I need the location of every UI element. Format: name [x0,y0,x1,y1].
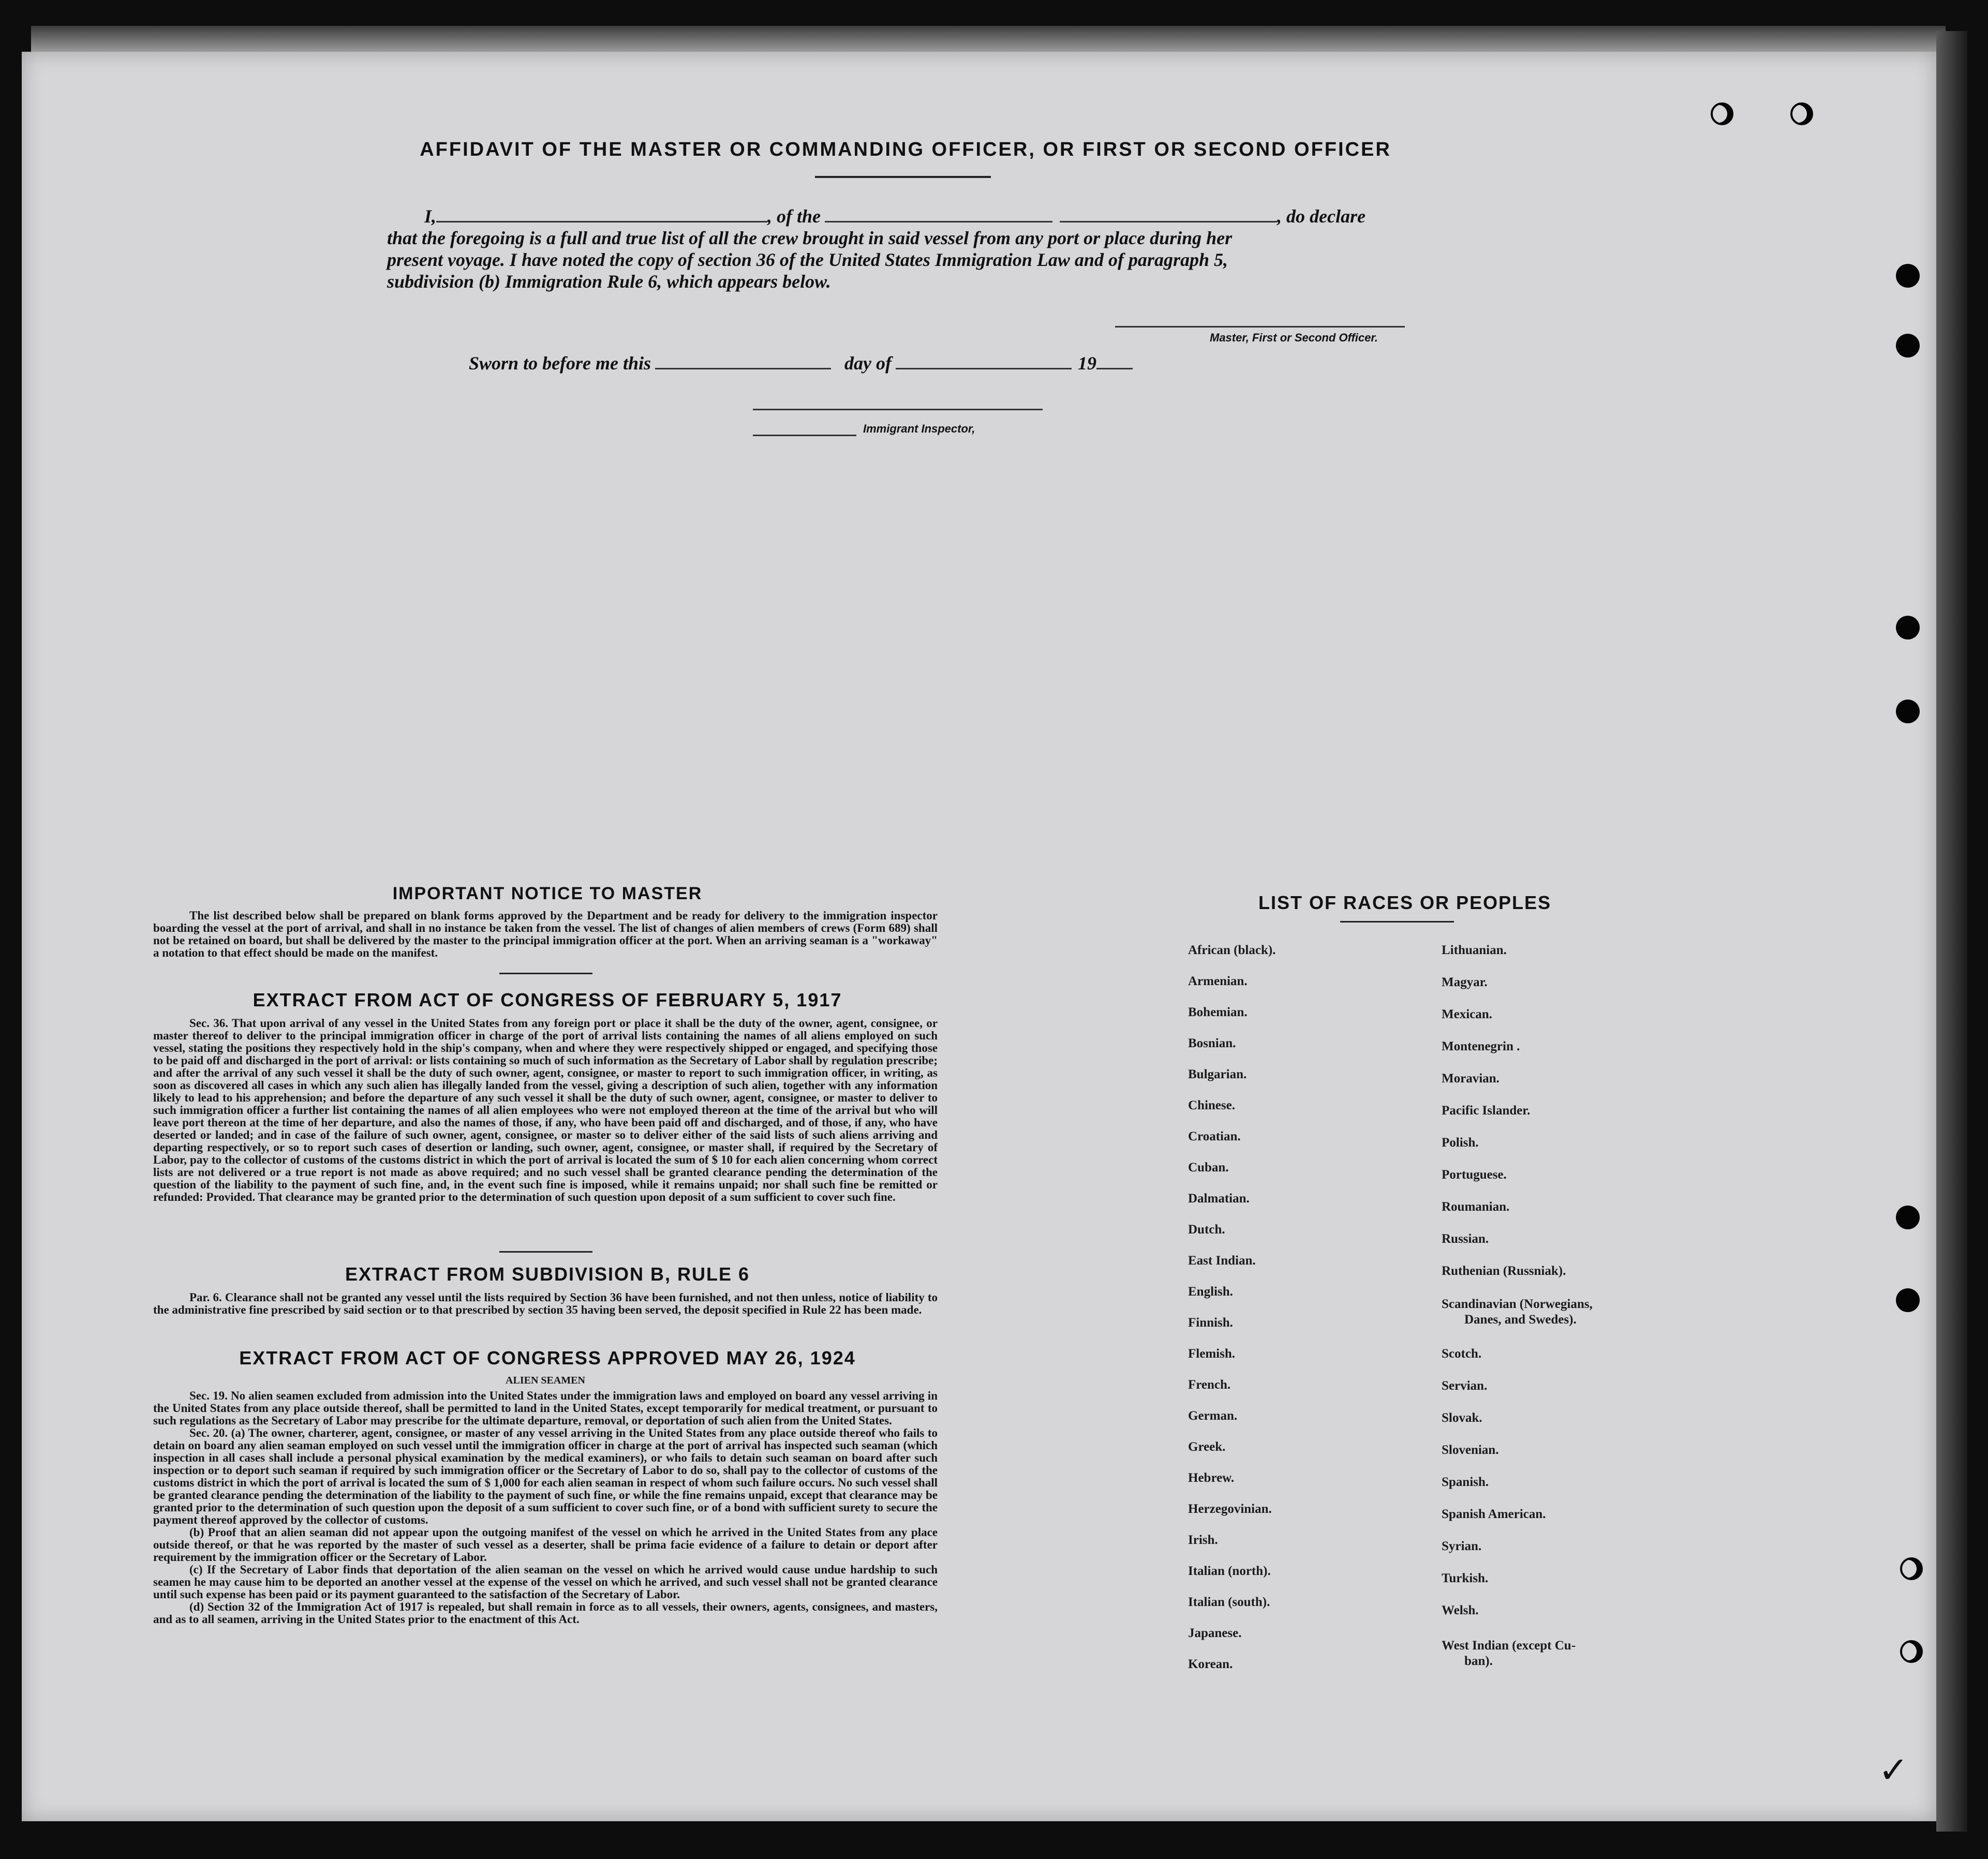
races-title-underline [1340,921,1454,923]
race-item: Greek. [1188,1440,1226,1454]
inspector-label: Immigrant Inspector, [863,422,975,435]
race-item: Bohemian. [1188,1005,1248,1019]
race-item: Spanish American. [1442,1507,1546,1521]
notice-paragraph: The list described below shall be prepared on blank forms approved by the Department and be ready for delivery to the immigration inspector boarding the vessel at the port of arrival, and shall in no instance be taken from the vessel. The list of changes of alien members of crews (Form 689) shall not be retained on board, but shall be delivered by the master to the principal immigration officer at the port. When an arriving seaman is a "workaway" a notation to that effect should be made on the manifest. [153,909,938,959]
race-item: Montenegrin . [1442,1039,1520,1053]
declaration-line-3: present voyage. I have noted the copy of section 36 of the United States Immigration Law and of paragraph 5, [387,249,1228,270]
binder-hole [1896,264,1920,288]
race-item: Italian (south). [1188,1595,1270,1609]
race-item: Chinese. [1188,1098,1235,1112]
alien-seamen-heading: ALIEN SEAMEN [506,1375,585,1386]
race-item: Pacific Islander. [1442,1104,1531,1118]
binder-hole [1896,334,1920,358]
section-divider [499,1251,592,1253]
extract-1917-paragraph: Sec. 36. That upon arrival of any vessel in the United States from any foreign port or place it shall be the duty of the owner, agent, consignee, or master thereof to deliver to the principal immigration officer in charge of the port of arrival lists containing the names of all aliens employed on such vessel, stating the positions they respectively hold in the ship's company, when and where they were respectively shipped or engaged, and specifying those to be paid off and discharged in the port of arrival: or lists containing so much of such information as the Secretary of Labor shall by regulation prescribe; and after the arrival of any such vessel it shall be the duty of such owner, agent, consignee, or master to report to such immigration officer, in writing, as soon as discovered all cases in which any such alien has illegally landed from the vessel, giving a description of such alien, together with any information likely to lead to his apprehension; and before the departure of any such vessel it shall be the duty of such owner, agent, consignee, or master to deliver to such immigration officer a further list containing the names of all alien employees who were not employed thereon at the time of the arrival but who will leave port thereon at the time of her departure, and also the names of those, if any, who have been paid off and discharged, and of those, if any, who have deserted or landed; and in case of the failure of such owner, agent, consignee, or master so to deliver either of the said lists of such aliens arriving and departing respectively, or so to report such cases of desertion or landing, such owner, agent, consignee, or master shall, if required by the Secretary of Labor, pay to the collector of customs of the customs district in which the port of arrival is located the sum of $ 10 for each alien concerning whom correct lists are not delivered or a true report is not made as above required; and no such vessel shall be granted clearance pending the determination of the question of the liability to the payment of such fine, and, in the event such fine is imposed, while it remains unpaid; nor shall such fine be remitted or refunded: Provided. That clearance may be granted prior to the determination of such question upon deposit of a sum sufficient to cover such fine. [153,1017,938,1203]
race-item: Servian. [1442,1379,1488,1393]
race-item: Scandinavian (Norwegians, [1442,1297,1593,1311]
page-edge-shadow [1936,31,1967,1832]
race-item: Ruthenian (Russniak). [1442,1264,1566,1278]
extract-1924-title: EXTRACT FROM ACT OF CONGRESS APPROVED MAY 26, 1924 [239,1347,856,1369]
vessel-blank-1 [825,205,1052,222]
race-item: Dutch. [1188,1223,1225,1237]
race-item: English. [1188,1285,1233,1299]
binder-hole [1896,616,1920,640]
extract-1917-title: EXTRACT FROM ACT OF CONGRESS OF FEBRUARY 5, 1917 [253,989,842,1010]
binder-hole [1896,700,1920,723]
declaration-line-1 [387,205,1412,228]
race-item: West Indian (except Cu- [1442,1639,1576,1653]
race-item: Flemish. [1188,1347,1235,1361]
master-signature-label: Master, First or Second Officer. [1210,331,1378,344]
declaration-declare: , do declare [1277,206,1366,227]
race-item: ban). [1464,1654,1493,1668]
race-item: Mexican. [1442,1007,1492,1021]
race-item: Russian. [1442,1232,1489,1246]
affidavit-title: AFFIDAVIT OF THE MASTER OR COMMANDING OFFICER, OR FIRST OR SECOND OFFICER [420,139,1391,160]
race-item: Spanish. [1442,1475,1489,1489]
race-item: Armenian. [1188,974,1248,988]
sworn-prefix: Sworn to before me this [469,353,651,374]
extract-1924-sec20a: Sec. 20. (a) The owner, charterer, agent, consignee, or master of any vessel arriving in the United States from any place outside thereof who fails to detain on board any alien seaman employed on such vessel until the immigration officer in charge at the port of arrival has inspected such seaman (which inspection in all cases shall include a personal physical examination by the medical examiners), or who fails to detain such seaman on board after such inspection or to deport such seaman if required by such immigration officer or the Secretary of Labor to do so, shall pay to the collector of customs of the customs district in which the port of arrival is located the sum of $ 1,000 for each alien seaman in respect of whom such failure occurs. No such vessel shall be granted clearance pending the determination of the liability to the payment of such fine, or while the fine remains unpaid, except that clearance may be granted prior to the determination of such question upon the deposit of a sum sufficient to cover such fine, or of a bond with sufficient surety to secure the payment thereof approved by the collector of customs. [153,1426,938,1526]
extract-rule6-paragraph: Par. 6. Clearance shall not be granted any vessel until the lists required by Section 36 have been furnished, and not then unless, notice of liability to the administrative fine prescribed by said section or to that prescribed by section 35 having been served, the deposit specified in Rule 22 has been made. [153,1291,938,1316]
race-item: Finnish. [1188,1316,1233,1330]
race-item: Herzegovinian. [1188,1502,1272,1516]
binder-hole [1711,102,1733,125]
section-divider [499,973,592,974]
race-item: Polish. [1442,1136,1479,1150]
sworn-year: 19 [1078,353,1097,374]
sworn-year-blank [1096,352,1133,369]
declaration-i: I, [424,206,437,227]
race-item: Slovak. [1442,1411,1482,1425]
race-item: Welsh. [1442,1603,1479,1617]
binder-hole [1896,1206,1920,1229]
race-item: Italian (north). [1188,1564,1271,1578]
race-item: Bulgarian. [1188,1067,1247,1081]
extract-1917-text [153,1017,938,1203]
extract-rule6-text [153,1291,938,1316]
race-item: Danes, and Swedes). [1464,1313,1577,1327]
race-item: Portuguese. [1442,1168,1507,1182]
race-item: German. [1188,1409,1238,1423]
race-item: Turkish. [1442,1571,1489,1585]
declaration-line-2: that the foregoing is a full and true list of all the crew brought in said vessel from any port or place during her [387,228,1233,248]
declaration-line-4: subdivision (b) Immigration Rule 6, which appears below. [387,271,831,292]
race-item: Japanese. [1188,1626,1242,1640]
sworn-day-blank [655,352,831,369]
extract-1924-subtitle [153,1374,938,1387]
race-item: Bosnian. [1188,1036,1236,1050]
extract-1924-text [153,1390,938,1626]
race-item: Slovenian. [1442,1443,1499,1457]
race-item: Croatian. [1188,1129,1241,1143]
name-blank [436,205,767,222]
inspector-signature-line [753,409,1043,410]
race-item: African (black). [1188,943,1276,957]
extract-1924-sec20c: (c) If the Secretary of Labor finds that deportation of the alien seaman on the vessel on which he arrived would cause undue hardship to such seamen he may cause him to be deported an another vessel at the expense of the vessel on which he arrived, and such vessel shall not be granted clearance until such expense has been paid or its payment guaranteed to the satisfaction of the Secretary of Labor. [153,1563,938,1601]
notice-text [153,910,938,959]
extract-1924-sec19: Sec. 19. No alien seamen excluded from admission into the United States under the immigration laws and employed on board any vessel arriving in the United States from any place outside thereof, shall be permitted to land in the United States, except temporarily for medical treatment, or pursuant to such regulations as the Secretary of Labor may prescribe for the ultimate departure, removal, or deportation of such alien from the United States. [153,1389,938,1427]
race-item: Hebrew. [1188,1471,1235,1485]
race-item: Irish. [1188,1533,1218,1547]
title-divider [815,176,991,178]
extract-rule6-title: EXTRACT FROM SUBDIVISION B, RULE 6 [345,1263,750,1285]
race-item: East Indian. [1188,1254,1256,1268]
sworn-month-blank [896,352,1072,369]
race-item: Magyar. [1442,975,1488,989]
declaration-of: , of the [767,206,821,227]
race-item: Dalmatian. [1188,1192,1250,1206]
binder-hole [1900,1557,1923,1580]
race-item: Syrian. [1442,1539,1482,1553]
sworn-day-of: day of [844,353,892,374]
page-top-edge [31,26,1946,52]
race-item: Korean. [1188,1657,1233,1671]
binder-hole [1896,1288,1920,1312]
master-signature-line [1115,326,1405,328]
inspector-label-line [753,435,856,436]
vessel-blank-2 [1060,205,1277,222]
races-title: LIST OF RACES OR PEOPLES [1258,892,1552,913]
race-item: Scotch. [1442,1347,1482,1361]
race-item: Moravian. [1442,1072,1500,1085]
notice-title: IMPORTANT NOTICE TO MASTER [392,884,703,903]
race-item: Roumanian. [1442,1200,1510,1214]
race-item: French. [1188,1378,1231,1392]
binder-hole [1900,1640,1923,1663]
handwritten-check-mark: ✓ [1878,1749,1909,1791]
extract-1924-sec20d: (d) Section 32 of the Immigration Act of 1917 is repealed, but shall remain in force as to all vessels, their owners, agents, consignees, and masters, and as to all seamen, arriving in the United States prior to the enactment of this Act. [153,1600,938,1626]
sworn-line [469,352,1493,375]
race-item: Cuban. [1188,1161,1229,1174]
binder-hole [1790,102,1813,125]
extract-1924-sec20b: (b) Proof that an alien seaman did not appear upon the outgoing manifest of the vessel on which he arrived in the United States from any place outside thereof, or that he was reported by the master of such vessel as a deserter, shall be prima facie evidence of a failure to detain or deport after requirement by the immigration officer or the Secretary of Labor. [153,1526,938,1564]
race-item: Lithuanian. [1442,943,1507,957]
